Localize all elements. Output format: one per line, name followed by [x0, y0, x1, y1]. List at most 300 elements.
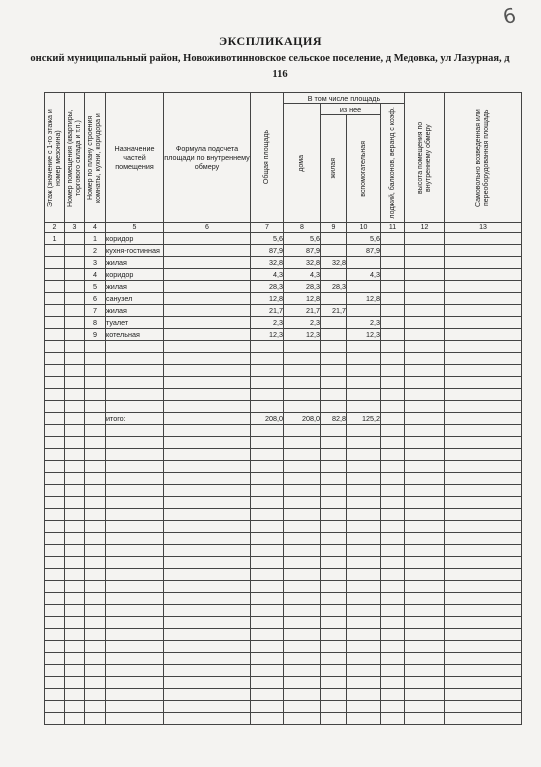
cell-formula: [164, 413, 251, 425]
cell-apartment: [65, 269, 85, 281]
table-row-empty: [45, 437, 522, 449]
table-row-empty: [45, 533, 522, 545]
cell-room-name: [106, 677, 164, 689]
cell-house-area: 12,8: [284, 293, 321, 305]
cell-floor: [45, 437, 65, 449]
table-row-empty: [45, 557, 522, 569]
cell-loggia-area: [381, 605, 405, 617]
cell-total-area: [251, 677, 284, 689]
cell-room-number: [85, 569, 106, 581]
cell-auxiliary-area: 2,3: [347, 317, 381, 329]
cell-room-name: [106, 473, 164, 485]
cell-auxiliary-area: [347, 473, 381, 485]
cell-formula: [164, 629, 251, 641]
cell-unauthorized: [445, 269, 522, 281]
header-unauthorized-area: Самовольно возведенная или переоборудованная площадь: [445, 93, 522, 223]
header-room-height: высота помещения по внутреннему обмеру: [405, 93, 445, 223]
cell-total-area: 2,3: [251, 317, 284, 329]
cell-apartment: [65, 713, 85, 725]
cell-floor: [45, 245, 65, 257]
table-row-empty: [45, 641, 522, 653]
cell-unauthorized: [445, 437, 522, 449]
cell-room-number: [85, 461, 106, 473]
cell-apartment: [65, 545, 85, 557]
cell-unauthorized: [445, 317, 522, 329]
cell-apartment: [65, 557, 85, 569]
cell-height: [405, 413, 445, 425]
cell-formula: [164, 653, 251, 665]
cell-floor: [45, 329, 65, 341]
column-number: 6: [164, 223, 251, 233]
cell-living-area: [321, 389, 347, 401]
cell-room-name: [106, 581, 164, 593]
cell-room-number: [85, 449, 106, 461]
cell-height: [405, 233, 445, 245]
table-row-empty: [45, 497, 522, 509]
cell-formula: [164, 485, 251, 497]
cell-living-area: [321, 485, 347, 497]
cell-formula: [164, 569, 251, 581]
cell-auxiliary-area: [347, 257, 381, 269]
cell-room-name: [106, 629, 164, 641]
explication-table: [44, 92, 522, 725]
cell-house-area: [284, 605, 321, 617]
cell-room-number: 3: [85, 257, 106, 269]
cell-floor: [45, 701, 65, 713]
column-number: 11: [381, 223, 405, 233]
cell-auxiliary-area: [347, 485, 381, 497]
cell-total-area: 12,8: [251, 293, 284, 305]
cell-room-name: кухня-гостинная: [106, 245, 164, 257]
cell-formula: [164, 305, 251, 317]
cell-formula: [164, 593, 251, 605]
cell-total-area: [251, 653, 284, 665]
table-row-empty: [45, 341, 522, 353]
cell-room-name: [106, 701, 164, 713]
cell-formula: [164, 389, 251, 401]
cell-unauthorized: [445, 449, 522, 461]
cell-room-name: туалет: [106, 317, 164, 329]
cell-apartment: [65, 509, 85, 521]
cell-unauthorized: [445, 509, 522, 521]
cell-floor: [45, 293, 65, 305]
cell-living-area: [321, 545, 347, 557]
cell-living-area: [321, 353, 347, 365]
table-row-empty: [45, 689, 522, 701]
table-row-empty: [45, 617, 522, 629]
cell-formula: [164, 245, 251, 257]
cell-total-area: [251, 509, 284, 521]
cell-room-name: [106, 557, 164, 569]
cell-apartment: [65, 581, 85, 593]
cell-auxiliary-area: [347, 509, 381, 521]
cell-floor: [45, 677, 65, 689]
cell-formula: [164, 293, 251, 305]
table-row-empty: [45, 425, 522, 437]
cell-auxiliary-area: [347, 593, 381, 605]
cell-auxiliary-area: 5,6: [347, 233, 381, 245]
cell-auxiliary-area: [347, 353, 381, 365]
cell-auxiliary-area: [347, 377, 381, 389]
table-row-empty: [45, 521, 522, 533]
cell-floor: [45, 521, 65, 533]
cell-house-area: [284, 425, 321, 437]
cell-loggia-area: [381, 653, 405, 665]
cell-auxiliary-area: [347, 689, 381, 701]
cell-room-number: [85, 677, 106, 689]
cell-formula: [164, 233, 251, 245]
cell-height: [405, 485, 445, 497]
cell-loggia-area: [381, 701, 405, 713]
cell-floor: [45, 269, 65, 281]
cell-height: [405, 533, 445, 545]
cell-apartment: [65, 329, 85, 341]
cell-apartment: [65, 629, 85, 641]
cell-house-area: [284, 653, 321, 665]
cell-apartment: [65, 281, 85, 293]
cell-height: [405, 257, 445, 269]
cell-room-number: [85, 713, 106, 725]
cell-room-name: [106, 509, 164, 521]
cell-room-name: [106, 461, 164, 473]
cell-apartment: [65, 425, 85, 437]
cell-room-name: [106, 425, 164, 437]
cell-unauthorized: [445, 257, 522, 269]
cell-auxiliary-area: [347, 545, 381, 557]
cell-height: [405, 641, 445, 653]
table-row: [45, 293, 522, 305]
cell-loggia-area: [381, 593, 405, 605]
cell-apartment: [65, 389, 85, 401]
cell-unauthorized: [445, 701, 522, 713]
cell-living-area: 28,3: [321, 281, 347, 293]
cell-floor: 1: [45, 233, 65, 245]
cell-loggia-area: [381, 641, 405, 653]
cell-auxiliary-area: 4,3: [347, 269, 381, 281]
cell-floor: [45, 617, 65, 629]
cell-loggia-area: [381, 365, 405, 377]
cell-room-name: [106, 605, 164, 617]
cell-loggia-area: [381, 257, 405, 269]
cell-auxiliary-area: [347, 389, 381, 401]
cell-height: [405, 281, 445, 293]
cell-living-area: 32,8: [321, 257, 347, 269]
cell-apartment: [65, 365, 85, 377]
cell-living-area: [321, 449, 347, 461]
cell-formula: [164, 437, 251, 449]
cell-loggia-area: [381, 569, 405, 581]
cell-room-name: котельная: [106, 329, 164, 341]
table-row-empty: [45, 353, 522, 365]
cell-house-area: [284, 689, 321, 701]
cell-apartment: [65, 233, 85, 245]
cell-room-number: [85, 653, 106, 665]
cell-height: [405, 557, 445, 569]
cell-loggia-area: [381, 533, 405, 545]
cell-formula: [164, 605, 251, 617]
cell-formula: [164, 329, 251, 341]
cell-auxiliary-area: [347, 305, 381, 317]
cell-unauthorized: [445, 293, 522, 305]
cell-loggia-area: [381, 509, 405, 521]
cell-apartment: [65, 449, 85, 461]
cell-loggia-area: [381, 521, 405, 533]
cell-formula: [164, 473, 251, 485]
cell-total-area: 4,3: [251, 269, 284, 281]
page-number: 6: [500, 2, 519, 30]
cell-living-area: 21,7: [321, 305, 347, 317]
table-row-empty: [45, 677, 522, 689]
cell-floor: [45, 557, 65, 569]
column-number: 9: [321, 223, 347, 233]
cell-loggia-area: [381, 401, 405, 413]
cell-room-number: [85, 545, 106, 557]
cell-living-area: [321, 377, 347, 389]
cell-loggia-area: [381, 689, 405, 701]
cell-auxiliary-area: [347, 569, 381, 581]
cell-apartment: [65, 353, 85, 365]
cell-room-number: [85, 701, 106, 713]
cell-loggia-area: [381, 449, 405, 461]
cell-auxiliary-area: 12,8: [347, 293, 381, 305]
auxiliary-area-sum: 125,2: [347, 413, 381, 425]
cell-total-area: 5,6: [251, 233, 284, 245]
cell-living-area: [321, 689, 347, 701]
cell-height: [405, 401, 445, 413]
cell-floor: [45, 377, 65, 389]
cell-height: [405, 341, 445, 353]
cell-auxiliary-area: [347, 425, 381, 437]
cell-total-area: [251, 449, 284, 461]
address-line-2: 116: [272, 69, 288, 80]
cell-height: [405, 713, 445, 725]
cell-auxiliary-area: [347, 641, 381, 653]
cell-auxiliary-area: [347, 605, 381, 617]
cell-unauthorized: [445, 461, 522, 473]
cell-formula: [164, 713, 251, 725]
cell-floor: [45, 641, 65, 653]
cell-room-number: [85, 629, 106, 641]
cell-unauthorized: [445, 629, 522, 641]
cell-living-area: [321, 233, 347, 245]
cell-total-area: [251, 593, 284, 605]
cell-apartment: [65, 653, 85, 665]
cell-apartment: [65, 257, 85, 269]
cell-total-area: [251, 389, 284, 401]
cell-living-area: [321, 677, 347, 689]
cell-apartment: [65, 641, 85, 653]
cell-height: [405, 473, 445, 485]
cell-auxiliary-area: [347, 617, 381, 629]
cell-house-area: [284, 641, 321, 653]
header-including-area: В том числе площадь: [284, 93, 405, 104]
cell-total-area: [251, 377, 284, 389]
cell-house-area: 12,3: [284, 329, 321, 341]
cell-room-number: [85, 473, 106, 485]
cell-formula: [164, 557, 251, 569]
cell-room-name: [106, 497, 164, 509]
column-number: 3: [65, 223, 85, 233]
cell-loggia-area: [381, 545, 405, 557]
cell-loggia-area: [381, 377, 405, 389]
cell-apartment: [65, 497, 85, 509]
cell-living-area: [321, 665, 347, 677]
cell-auxiliary-area: [347, 461, 381, 473]
cell-total-area: [251, 569, 284, 581]
table-row-empty: [45, 485, 522, 497]
column-number: 12: [405, 223, 445, 233]
cell-floor: [45, 317, 65, 329]
cell-loggia-area: [381, 473, 405, 485]
header-room-number: Номер по плану строения комнаты, кухни, коридора и: [85, 93, 106, 223]
cell-unauthorized: [445, 497, 522, 509]
cell-house-area: 87,9: [284, 245, 321, 257]
cell-auxiliary-area: 87,9: [347, 245, 381, 257]
cell-unauthorized: [445, 401, 522, 413]
cell-floor: [45, 545, 65, 557]
total-label: итого:: [106, 413, 164, 425]
cell-room-name: [106, 485, 164, 497]
cell-unauthorized: [445, 473, 522, 485]
cell-floor: [45, 713, 65, 725]
cell-height: [405, 497, 445, 509]
cell-house-area: [284, 509, 321, 521]
table-row-empty: [45, 449, 522, 461]
column-number: 10: [347, 223, 381, 233]
cell-total-area: [251, 581, 284, 593]
cell-room-name: [106, 341, 164, 353]
cell-formula: [164, 317, 251, 329]
cell-room-name: [106, 389, 164, 401]
cell-living-area: [321, 473, 347, 485]
cell-house-area: [284, 533, 321, 545]
cell-living-area: [321, 605, 347, 617]
cell-loggia-area: [381, 389, 405, 401]
cell-room-number: 4: [85, 269, 106, 281]
cell-house-area: [284, 593, 321, 605]
cell-living-area: [321, 509, 347, 521]
cell-floor: [45, 533, 65, 545]
table-row-empty: [45, 389, 522, 401]
cell-height: [405, 425, 445, 437]
cell-formula: [164, 449, 251, 461]
cell-formula: [164, 641, 251, 653]
cell-height: [405, 509, 445, 521]
cell-floor: [45, 449, 65, 461]
cell-room-name: [106, 617, 164, 629]
cell-room-name: жилая: [106, 305, 164, 317]
cell-floor: [45, 281, 65, 293]
cell-room-number: [85, 581, 106, 593]
cell-total-area: [251, 401, 284, 413]
total-area-sum: 208,0: [251, 413, 284, 425]
cell-height: [405, 545, 445, 557]
cell-room-name: [106, 353, 164, 365]
cell-living-area: [321, 581, 347, 593]
cell-living-area: [321, 533, 347, 545]
cell-unauthorized: [445, 425, 522, 437]
cell-unauthorized: [445, 605, 522, 617]
cell-room-number: [85, 605, 106, 617]
cell-floor: [45, 353, 65, 365]
table-row-empty: [45, 473, 522, 485]
cell-living-area: [321, 521, 347, 533]
cell-living-area: [321, 269, 347, 281]
cell-loggia-area: [381, 341, 405, 353]
cell-floor: [45, 473, 65, 485]
table-row-empty: [45, 545, 522, 557]
cell-loggia-area: [381, 413, 405, 425]
cell-room-number: [85, 533, 106, 545]
cell-living-area: [321, 329, 347, 341]
cell-loggia-area: [381, 665, 405, 677]
cell-room-name: санузел: [106, 293, 164, 305]
cell-loggia-area: [381, 293, 405, 305]
cell-living-area: [321, 245, 347, 257]
cell-room-number: [85, 593, 106, 605]
cell-total-area: [251, 629, 284, 641]
cell-room-name: коридор: [106, 233, 164, 245]
table-row-empty: [45, 593, 522, 605]
cell-room-number: [85, 353, 106, 365]
cell-floor: [45, 593, 65, 605]
cell-floor: [45, 413, 65, 425]
cell-height: [405, 317, 445, 329]
cell-loggia-area: [381, 305, 405, 317]
cell-apartment: [65, 665, 85, 677]
cell-apartment: [65, 473, 85, 485]
cell-total-area: [251, 425, 284, 437]
cell-apartment: [65, 461, 85, 473]
cell-formula: [164, 257, 251, 269]
cell-unauthorized: [445, 665, 522, 677]
cell-formula: [164, 701, 251, 713]
cell-house-area: [284, 473, 321, 485]
cell-unauthorized: [445, 245, 522, 257]
cell-apartment: [65, 617, 85, 629]
cell-total-area: [251, 353, 284, 365]
cell-living-area: [321, 401, 347, 413]
cell-unauthorized: [445, 569, 522, 581]
cell-unauthorized: [445, 653, 522, 665]
cell-floor: [45, 425, 65, 437]
cell-total-area: [251, 461, 284, 473]
cell-height: [405, 365, 445, 377]
cell-unauthorized: [445, 485, 522, 497]
cell-formula: [164, 617, 251, 629]
cell-room-name: [106, 533, 164, 545]
cell-living-area: [321, 293, 347, 305]
cell-house-area: [284, 437, 321, 449]
cell-living-area: [321, 593, 347, 605]
column-number-row: [45, 223, 522, 233]
cell-floor: [45, 581, 65, 593]
cell-height: [405, 581, 445, 593]
cell-room-name: [106, 401, 164, 413]
cell-apartment: [65, 437, 85, 449]
cell-living-area: [321, 653, 347, 665]
table-body: [45, 233, 522, 725]
cell-total-area: [251, 473, 284, 485]
cell-auxiliary-area: [347, 365, 381, 377]
cell-height: [405, 653, 445, 665]
cell-formula: [164, 509, 251, 521]
cell-unauthorized: [445, 365, 522, 377]
cell-floor: [45, 497, 65, 509]
cell-living-area: [321, 317, 347, 329]
cell-floor: [45, 401, 65, 413]
cell-total-area: [251, 365, 284, 377]
